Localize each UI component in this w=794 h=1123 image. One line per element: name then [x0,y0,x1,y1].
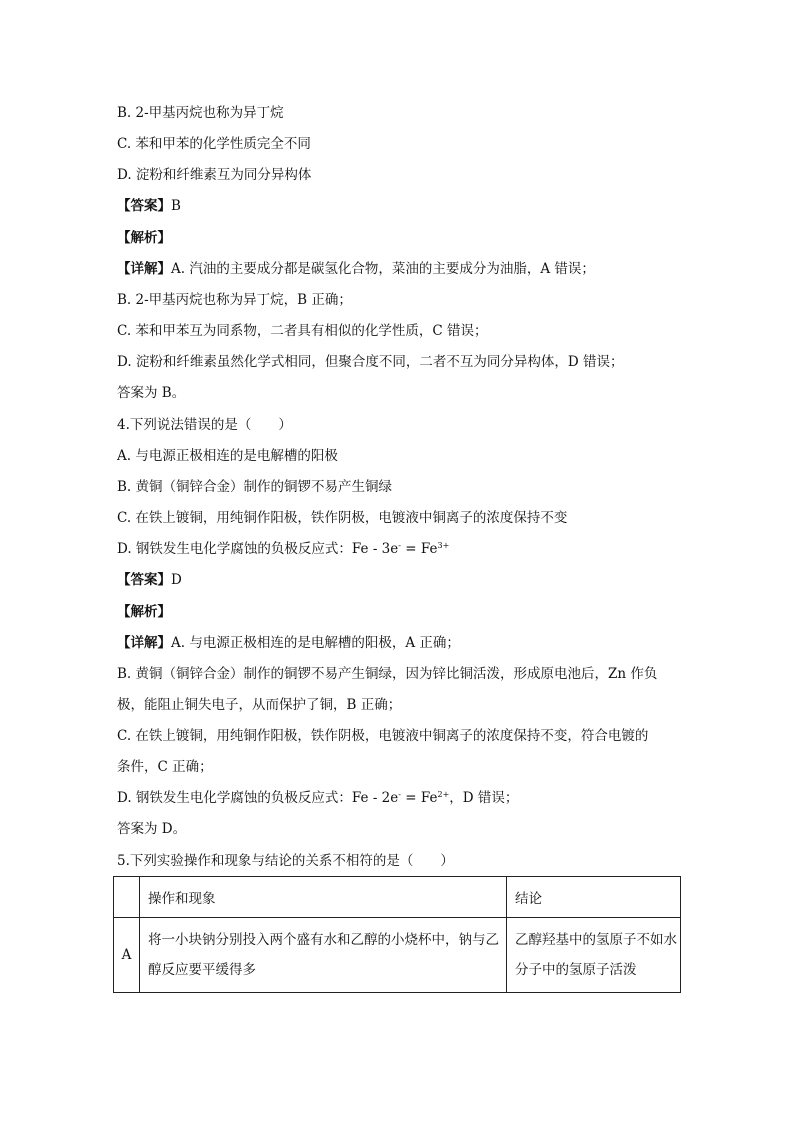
explanation-line: D. 淀粉和纤维素虽然化学式相同，但聚合度不同，二者不互为同分异构体，D 错误； [117,354,624,370]
explanation-line: C. 苯和甲苯互为同系物，二者具有相似的化学性质，C 错误； [117,323,488,339]
answer-summary: 答案为 D。 [117,821,187,837]
option-a: A. 与电源正极相连的是电解槽的阳极 [117,448,338,464]
row-label: A [114,918,140,993]
explanation-line: 条件，C 正确； [117,759,213,775]
table-header-row [114,877,681,918]
header-cell: 操作和现象 [140,877,507,918]
question-4-stem: 4.下列说法错误的是（ ） [117,417,292,433]
option-b: B. 黄铜（铜锌合金）制作的铜锣不易产生铜绿 [117,479,393,495]
option-c: C. 苯和甲苯的化学性质完全不同 [117,136,311,152]
explanation-line: C. 在铁上镀铜，用纯铜作阳极，铁作阴极，电镀液中铜离子的浓度保持不变，符合电镀的 [117,728,649,744]
table-row [114,918,681,993]
analysis-heading: 【解析】 [117,604,171,620]
explanation-line: 【详解】A. 汽油的主要成分都是碳氢化合物，菜油的主要成分为油脂，A 错误； [117,261,595,277]
option-d: D. 钢铁发生电化学腐蚀的负极反应式：$Fe - 3e^- = Fe^{3+}$ [117,541,450,557]
answer-summary: 答案为 B。 [117,385,186,401]
conclusion-cell: 乙醇羟基中的氢原子不如水分子中的氢原子活泼 [507,918,681,993]
question-5-stem: 5.下列实验操作和现象与结论的关系不相符的是（ ） [117,853,454,869]
explanation-line: B. 2-甲基丙烷也称为异丁烷，B 正确； [117,292,352,308]
explanation-line: 极，能阻止铜失电子，从而保护了铜，B 正确； [117,697,402,713]
header-cell: 结论 [507,877,681,918]
header-cell [114,877,140,918]
operation-cell: 将一小块钠分别投入两个盛有水和乙醇的小烧杯中，钠与乙醇反应要平缓得多 [140,918,507,993]
option-c: C. 在铁上镀铜，用纯铜作阳极，铁作阴极，电镀液中铜离子的浓度保持不变 [117,510,568,526]
explanation-line: 【详解】A. 与电源正极相连的是电解槽的阳极，A 正确； [117,635,460,651]
option-d: D. 淀粉和纤维素互为同分异构体 [117,167,312,183]
explanation-line: D. 钢铁发生电化学腐蚀的负极反应式：$Fe - 2e^- = Fe^{2+}$，D 错误； [117,790,519,806]
answer-line: 【答案】B [117,198,181,214]
analysis-heading: 【解析】 [117,230,171,246]
answer-line: 【答案】D [117,572,182,588]
option-b: B. 2-甲基丙烷也称为异丁烷 [117,105,284,121]
experiment-table [113,876,681,993]
explanation-line: B. 黄铜（铜锌合金）制作的铜锣不易产生铜绿，因为锌比铜活泼，形成原电池后，Zn 作负 [117,666,658,682]
